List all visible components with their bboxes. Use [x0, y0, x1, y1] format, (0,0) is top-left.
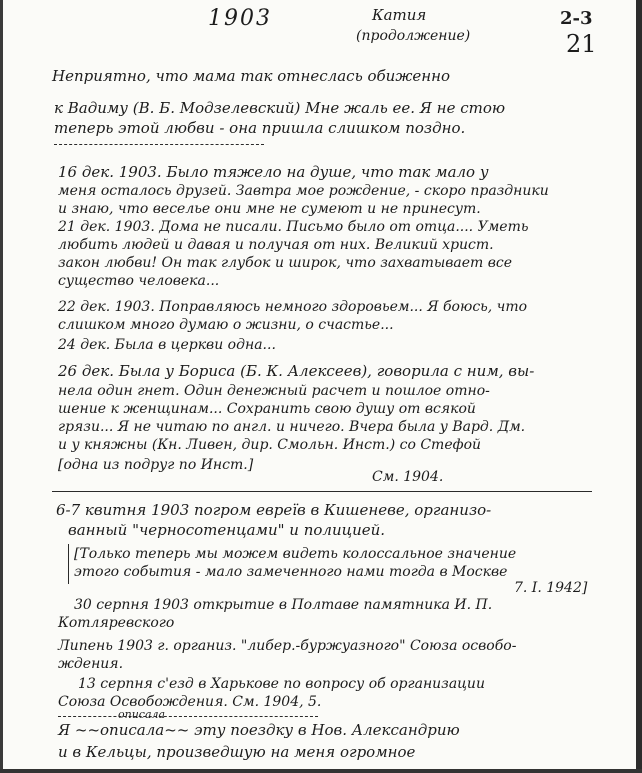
text-line: 16 дек. 1903. Было тяжело на душе, что так мало у — [58, 163, 489, 181]
header-page-ref: 2-3 — [560, 8, 593, 29]
text-line: грязи... Я не читаю по англ. и ничего. Вчера была у Вард. Дм. — [58, 419, 526, 435]
text-line: и в Кельцы, произведшую на меня огромное — [58, 743, 416, 761]
bracket-bar — [68, 544, 69, 584]
text-line: шение к женщинам... Сохранить свою душу от всякой — [58, 401, 476, 417]
header-title: Катия — [372, 6, 427, 24]
text-line: закон любви! Он так глубок и широк, что захватывает все — [58, 255, 513, 271]
header-year: 1903 — [208, 6, 272, 31]
text-line: этого события - мало замеченного нами тогда в Москве — [74, 564, 508, 580]
scan-edge-right — [636, 0, 642, 773]
text-line: 6-7 квитня 1903 погром евреїв в Кишеневе, организо- — [56, 501, 492, 519]
text-line: ванный "черносотенцами" и полицией. — [68, 521, 386, 539]
text-line: Я ~~описала~~ эту поездку в Нов. Александрию — [58, 721, 460, 739]
text-line: ждения. — [58, 656, 124, 672]
scan-edge-left — [0, 0, 3, 773]
scan-edge-bottom — [0, 769, 642, 773]
text-line: любить людей и давая и получая от них. Великий христ. — [58, 237, 494, 253]
text-line: Липень 1903 г. организ. "либер.-буржуазного" Союза освобо- — [58, 638, 517, 654]
section-separator — [52, 491, 592, 492]
text-line: меня осталось друзей. Завтра мое рождение, - скоро праздники — [58, 183, 549, 199]
text-line: теперь этой любви - она пришла слишком поздно. — [54, 119, 466, 137]
text-line: [одна из подруг по Инст.] — [58, 457, 254, 473]
text-line: [Только теперь мы можем видеть колоссальное значение — [74, 546, 517, 562]
text-line: Котляревского — [58, 615, 175, 631]
text-line: 22 дек. 1903. Поправляюсь немного здоровьем... Я боюсь, что — [58, 299, 528, 315]
text-line: 30 серпня 1903 открытие в Полтаве памятника И. П. — [74, 597, 493, 613]
text-line: существо человека... — [58, 273, 220, 289]
dashed-separator — [58, 716, 318, 717]
text-line: Неприятно, что мама так отнеслась обиженно — [52, 67, 451, 85]
text-line: к Вадиму (В. Б. Модзелевский) Мне жаль ее. Я не стою — [54, 99, 506, 117]
dashed-separator — [54, 144, 264, 145]
inserted-word: описала — [118, 708, 166, 721]
text-line: 26 дек. Была у Бориса (Б. К. Алексеев), говорила с ним, вы- — [58, 362, 535, 380]
text-line: и у княжны (Кн. Ливен, дир. Смольн. Инст.) со Стефой — [58, 437, 482, 453]
text-line: Союза Освобождения. См. 1904, 5. — [58, 694, 322, 710]
text-line: 21 дек. 1903. Дома не писали. Письмо было от отца.... Уметь — [58, 219, 529, 235]
text-line: слишком много думаю о жизни, о счастье... — [58, 317, 394, 333]
header-folio: 21 — [566, 30, 597, 58]
text-line: нела один гнет. Один денежный расчет и пошлое отно- — [58, 383, 490, 399]
text-line-ref: См. 1904. — [372, 469, 444, 485]
text-line: и знаю, что веселье они мне не сумеют и не принесут. — [58, 201, 481, 217]
text-line: 13 серпня с'езд в Харькове по вопросу об организации — [78, 676, 485, 692]
header-subtitle: (продолжение) — [356, 28, 471, 44]
text-line: 24 дек. Была в церкви одна... — [58, 337, 276, 353]
text-line-date: 7. I. 1942] — [514, 580, 588, 596]
